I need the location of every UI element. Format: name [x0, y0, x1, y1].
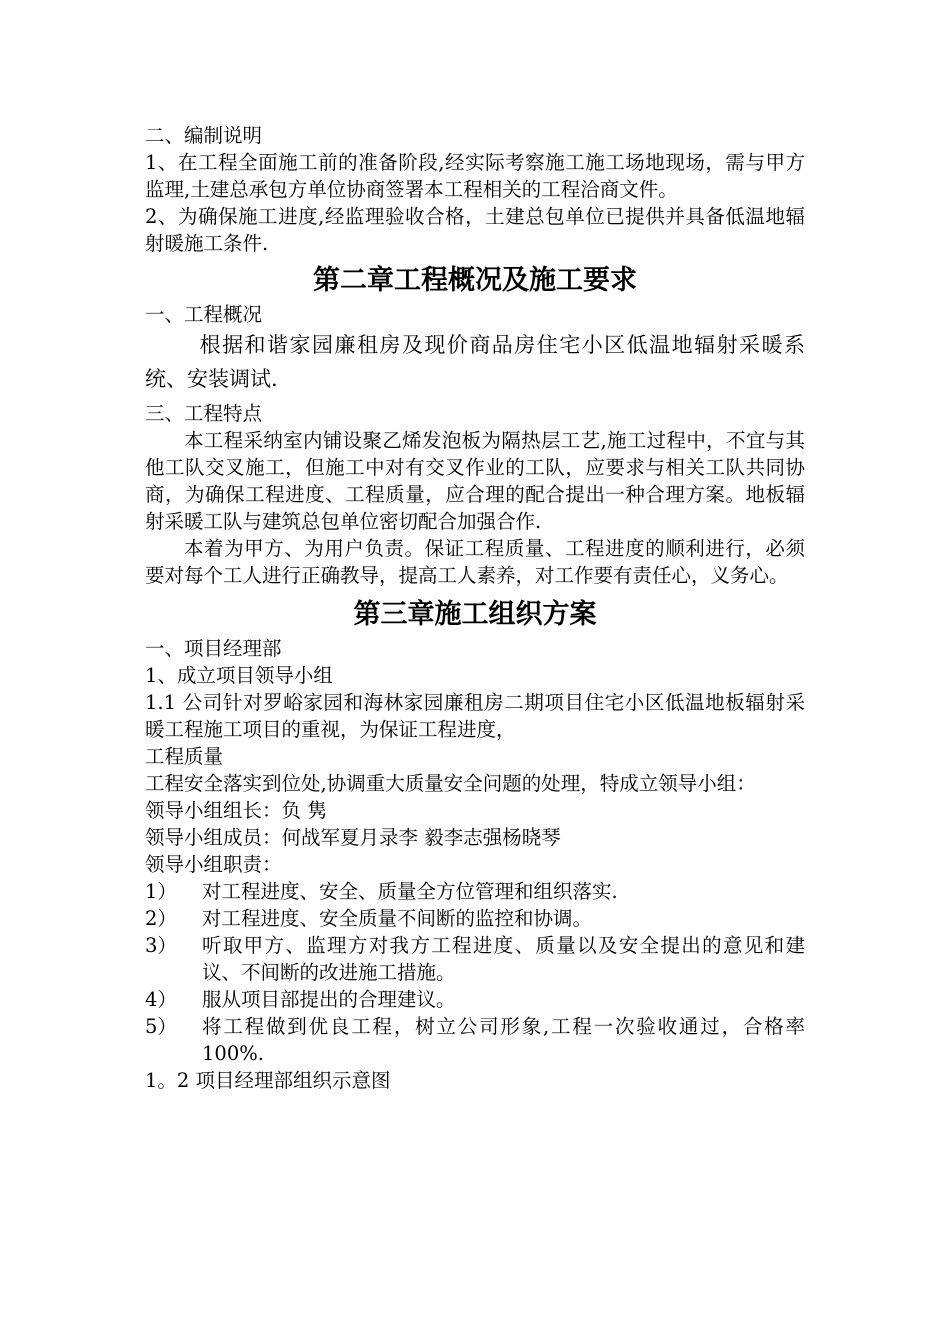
paragraph: 根据和谐家园廉租房及现价商品房住宅小区低温地辐射采暖系统、安装调试.	[145, 333, 805, 391]
duties-heading: 领导小组职责：	[145, 853, 282, 876]
list-number: 4）	[145, 988, 177, 1011]
members-line: 领导小组成员：何战军夏月录李 毅李志强杨晓琴	[145, 826, 561, 849]
list-text: 听取甲方、监理方对我方工程进度、质量以及安全提出的意见和建议、不间断的改进施工措施。	[202, 934, 805, 984]
section-heading-compile-notes: 二、编制说明	[145, 124, 263, 147]
list-item	[145, 986, 805, 1013]
section-heading-overview: 一、工程概况	[145, 303, 263, 326]
document-body	[145, 122, 805, 1094]
list-text: 对工程进度、安全质量不间断的监控和协调。	[202, 907, 593, 930]
subsection-heading: 1。2 项目经理部组织示意图	[145, 1069, 391, 1092]
paragraph: 工程安全落实到位处,协调重大质量安全问题的处理，特成立领导小组：	[145, 772, 756, 795]
chapter-title: 第三章施工组织方案	[353, 599, 597, 630]
paragraph: 本着为甲方、为用户负责。保证工程质量、工程进度的顺利进行，必须要对每个工人进行正确教导，提高工人素养，对工作要有责任心，义务心。	[145, 537, 805, 587]
list-number: 5）	[145, 1015, 177, 1038]
list-number: 1）	[145, 880, 177, 903]
list-number: 3）	[145, 934, 177, 957]
paragraph: 2、为确保施工进度,经监理验收合格，土建总包单位已提供并具备低温地辐射暖施工条件.	[145, 205, 805, 255]
list-item	[145, 1013, 805, 1067]
list-item	[145, 878, 805, 905]
section-heading-features: 三、工程特点	[145, 402, 263, 425]
list-item	[145, 932, 805, 986]
list-text: 将工程做到优良工程，树立公司形象,工程一次验收通过，合格率 100%.	[202, 1015, 805, 1065]
paragraph: 1、在工程全面施工前的准备阶段,经实际考察施工施工场地现场，需与甲方监理,土建总承包方单位协商签署本工程相关的工程洽商文件。	[145, 151, 805, 201]
section-heading-project-dept: 一、项目经理部	[145, 637, 282, 660]
chapter-title: 第二章工程概况及施工要求	[313, 265, 637, 296]
list-number: 2）	[145, 907, 177, 930]
list-item	[145, 905, 805, 932]
subsection-heading: 1、成立项目领导小组	[145, 664, 333, 687]
text-line: 工程质量	[145, 745, 224, 768]
paragraph: 1.1 公司针对罗峪家园和海林家园廉租房二期项目住宅小区低温地板辐射采暖工程施工项目的重视，为保证工程进度，	[145, 691, 805, 741]
duties-list	[145, 878, 805, 1067]
list-text: 服从项目部提出的合理建议。	[202, 988, 456, 1011]
leader-line: 领导小组组长：负 隽	[145, 799, 327, 822]
paragraph: 本工程采纳室内铺设聚乙烯发泡板为隔热层工艺,施工过程中，不宜与其他工队交叉施工，但施工中对有交叉作业的工队，应要求与相关工队共同协商，为确保工程进度、工程质量，应合理的配合提出一种合理方案。地板辐射采暖工队与建筑总包单位密切配合加强合作.	[145, 429, 805, 533]
list-text: 对工程进度、安全、质量全方位管理和组织落实.	[202, 880, 618, 903]
